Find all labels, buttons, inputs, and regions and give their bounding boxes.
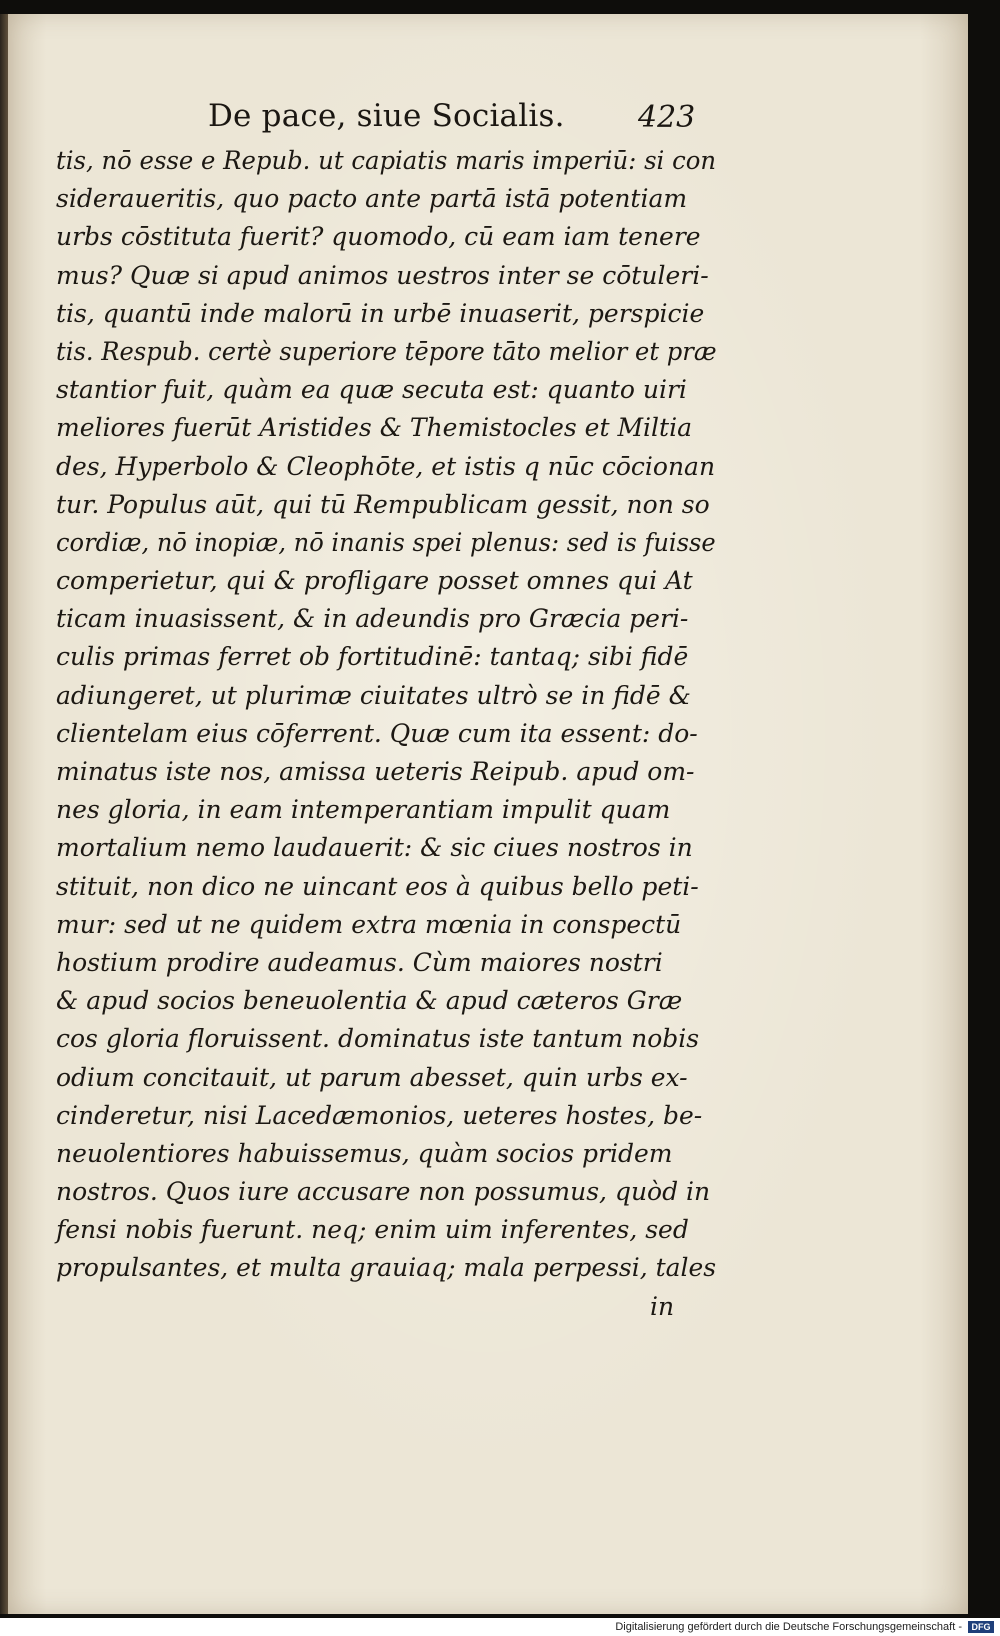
page-number: 423: [638, 100, 696, 135]
running-head: De pace, siue Socialis.: [208, 98, 565, 134]
text-line: urbs cōstituta fuerit? quomodo, cū eam iam tenere: [56, 222, 701, 252]
catchword: in: [650, 1292, 675, 1321]
text-line: odium concitauit, ut parum abesset, quin urbs ex-: [56, 1062, 688, 1092]
text-line: mortalium nemo laudauerit: & sic ciues nostros in: [56, 833, 693, 863]
text-line: culis primas ferret ob fortitudinē: tantaq; sibi fidē: [56, 642, 689, 672]
text-line: tis, quantū inde malorū in urbē inuaserit, perspicie: [56, 298, 705, 328]
text-line: fensi nobis fuerunt. neq; enim uim inferentes, sed: [56, 1215, 689, 1245]
text-line: hostium prodire audeamus. Cùm maiores nostri: [56, 947, 663, 977]
text-line: stituit, non dico ne uincant eos à quibus bello peti-: [56, 871, 699, 901]
page-body-text: [56, 142, 716, 1288]
text-line: nostros. Quos iure accusare non possumus, quòd in: [56, 1177, 711, 1207]
text-line: mus? Quæ si apud animos uestros inter se cōtuleri-: [56, 260, 709, 290]
text-line: clientelam eius cōferrent. Quæ cum ita essent: do-: [56, 718, 698, 748]
footer-bar: [0, 1618, 1000, 1636]
text-line: & apud socios beneuolentia & apud cæteros Græ: [56, 986, 683, 1016]
text-line: meliores fuerūt Aristides & Themistocles et Miltia: [56, 413, 692, 443]
text-line: propulsantes, et multa grauiaq; mala perpessi, tales: [56, 1253, 717, 1283]
text-line: cinderetur, nisi Lacedæmonios, ueteres hostes, be-: [56, 1100, 703, 1130]
text-line: comperietur, qui & profligare posset omnes qui At: [56, 566, 693, 596]
text-line: cordiæ, nō inopiæ, nō inanis spei plenus: sed is fuisse: [56, 527, 716, 557]
text-line: adiungeret, ut plurimæ ciuitates ultrò se in fidē &: [56, 680, 691, 710]
text-line: cos gloria floruissent. dominatus iste tantum nobis: [56, 1024, 700, 1054]
text-line: mur: sed ut ne quidem extra mœnia in conspectū: [56, 909, 682, 939]
text-line: minatus iste nos, amissa ueteris Reipub. apud om-: [56, 757, 695, 786]
text-line: tis, nō esse e Repub. ut capiatis maris imperiū: si con: [56, 146, 717, 175]
funding-credit: Digitalisierung gefördert durch die Deutsche Forschungsgemeinschaft -: [615, 1621, 962, 1633]
text-line: tur. Populus aūt, qui tū Rempublicam gessit, non so: [56, 489, 710, 519]
dfg-logo-icon: DFG: [968, 1621, 994, 1633]
text-line: tis. Respub. certè superiore tēpore tāto melior et præ: [56, 336, 717, 366]
text-line: stantior fuit, quàm ea quæ secuta est: quanto uiri: [56, 375, 687, 405]
text-line: neuolentiores habuissemus, quàm socios pridem: [56, 1138, 673, 1168]
text-line: nes gloria, in eam intemperantiam impulit quam: [56, 795, 671, 825]
text-line: ticam inuasissent, & in adeundis pro Græcia peri-: [56, 604, 689, 634]
text-line: des, Hyperbolo & Cleophōte, et istis q nūc cōcionan: [56, 451, 716, 481]
text-line: sideraueritis, quo pacto ante partā istā potentiam: [56, 184, 688, 214]
